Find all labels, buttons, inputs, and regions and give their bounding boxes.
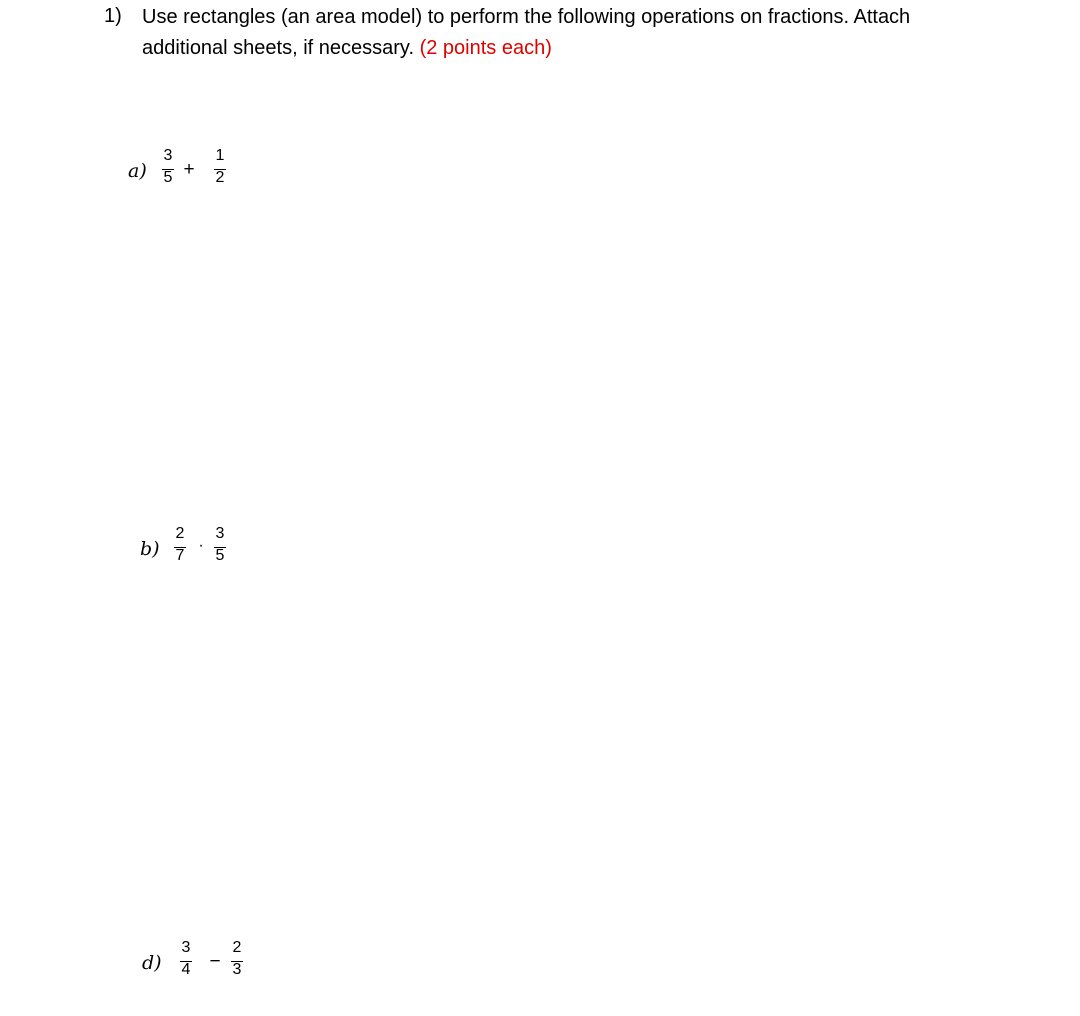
problem-a <box>128 146 248 196</box>
instructions-line-2: additional sheets, if necessary. <box>142 37 415 59</box>
denominator: 2 <box>215 169 225 186</box>
problem-label: d) <box>142 952 162 974</box>
fraction-left <box>176 938 196 981</box>
fraction-left <box>170 524 190 567</box>
numerator: 3 <box>181 939 191 956</box>
fraction-right <box>210 524 230 567</box>
numerator: 3 <box>215 525 225 542</box>
question-instructions <box>142 2 1042 64</box>
numerator: 2 <box>232 939 242 956</box>
points-note: (2 points each) <box>419 37 552 59</box>
minus-operator: − <box>209 951 221 972</box>
problem-b <box>140 524 250 574</box>
problem-label: a) <box>128 160 147 182</box>
problem-d <box>142 938 252 988</box>
fraction-right <box>227 938 247 981</box>
multiply-operator: · <box>198 537 204 554</box>
numerator: 2 <box>175 525 185 542</box>
problem-label: b) <box>140 538 160 560</box>
fraction-right <box>210 146 230 189</box>
denominator: 7 <box>175 547 185 564</box>
numerator: 1 <box>215 147 225 164</box>
denominator: 5 <box>215 547 225 564</box>
denominator: 4 <box>181 961 191 978</box>
denominator: 3 <box>232 961 242 978</box>
denominator: 5 <box>163 169 173 186</box>
question-number: 1) <box>104 5 122 27</box>
fraction-left <box>158 146 178 189</box>
plus-operator: + <box>183 159 195 180</box>
instructions-line-1: Use rectangles (an area model) to perform the following operations on fractions. Attach <box>142 6 911 28</box>
numerator: 3 <box>163 147 173 164</box>
